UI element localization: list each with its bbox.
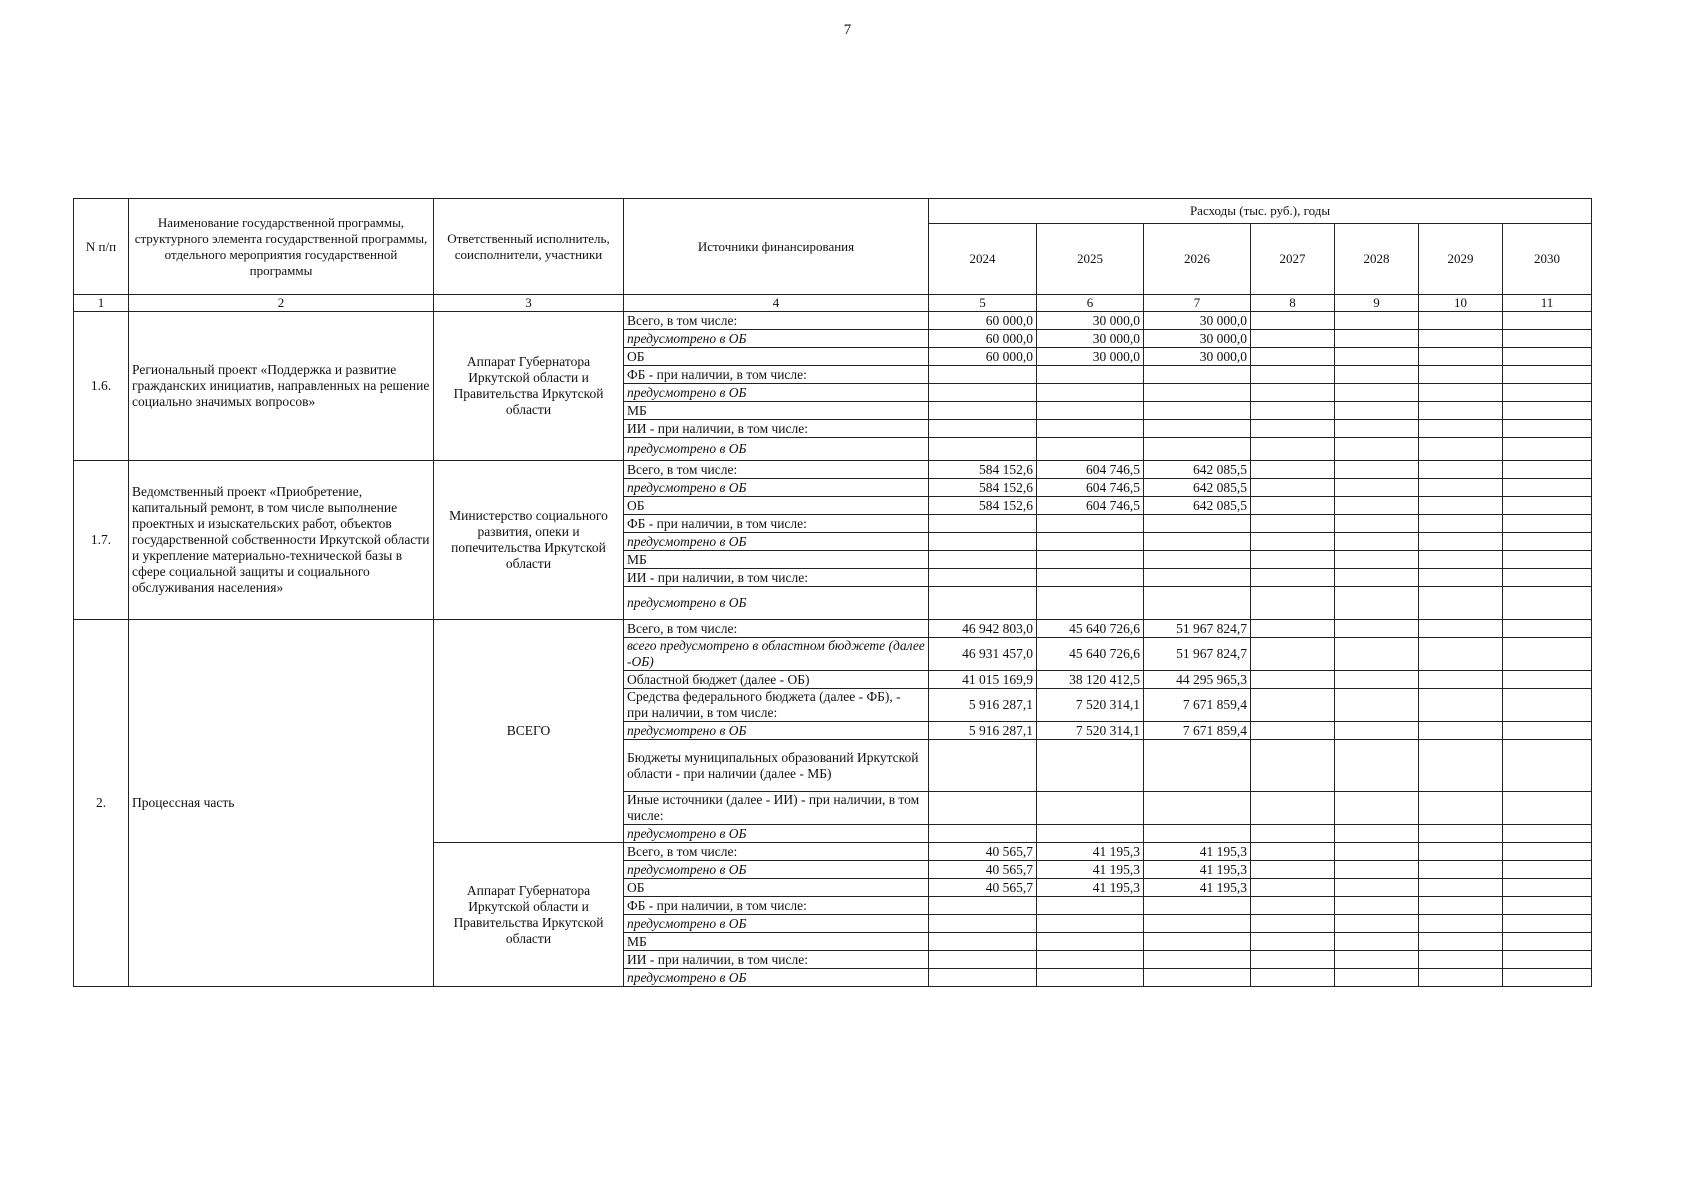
value-cell bbox=[1144, 551, 1251, 569]
empty-value-cell bbox=[1419, 638, 1503, 671]
empty-value-cell bbox=[1251, 740, 1335, 792]
value-cell: 40 565,7 bbox=[929, 843, 1037, 861]
empty-value-cell bbox=[1503, 951, 1592, 969]
empty-value-cell bbox=[1335, 461, 1419, 479]
table-row bbox=[74, 312, 1592, 330]
source-cell: ИИ - при наличии, в том числе: bbox=[624, 951, 929, 969]
empty-value-cell bbox=[1419, 479, 1503, 497]
value-cell bbox=[1144, 569, 1251, 587]
empty-value-cell bbox=[1335, 825, 1419, 843]
value-cell bbox=[1144, 515, 1251, 533]
empty-value-cell bbox=[1419, 366, 1503, 384]
empty-value-cell bbox=[1419, 587, 1503, 620]
value-cell: 40 565,7 bbox=[929, 879, 1037, 897]
empty-value-cell bbox=[1335, 479, 1419, 497]
empty-value-cell bbox=[1335, 533, 1419, 551]
empty-value-cell bbox=[1251, 366, 1335, 384]
empty-value-cell bbox=[1335, 933, 1419, 951]
source-cell: Всего, в том числе: bbox=[624, 620, 929, 638]
empty-value-cell bbox=[1335, 420, 1419, 438]
empty-value-cell bbox=[1335, 722, 1419, 740]
value-cell: 60 000,0 bbox=[929, 348, 1037, 366]
row-number: 1.6. bbox=[74, 312, 129, 461]
empty-value-cell bbox=[1419, 569, 1503, 587]
empty-value-cell bbox=[1335, 879, 1419, 897]
value-cell bbox=[1144, 825, 1251, 843]
budget-table bbox=[73, 198, 1592, 987]
value-cell: 44 295 965,3 bbox=[1144, 671, 1251, 689]
value-cell bbox=[929, 933, 1037, 951]
header-year: 2026 bbox=[1144, 224, 1251, 295]
source-cell: Всего, в том числе: bbox=[624, 461, 929, 479]
empty-value-cell bbox=[1251, 722, 1335, 740]
empty-value-cell bbox=[1251, 348, 1335, 366]
source-cell: ИИ - при наличии, в том числе: bbox=[624, 420, 929, 438]
col-number: 11 bbox=[1503, 295, 1592, 312]
value-cell bbox=[1144, 402, 1251, 420]
value-cell: 51 967 824,7 bbox=[1144, 638, 1251, 671]
col-number: 9 bbox=[1335, 295, 1419, 312]
empty-value-cell bbox=[1251, 497, 1335, 515]
header-year: 2028 bbox=[1335, 224, 1419, 295]
row-number: 1.7. bbox=[74, 461, 129, 620]
value-cell: 41 195,3 bbox=[1037, 861, 1144, 879]
empty-value-cell bbox=[1251, 825, 1335, 843]
source-cell: всего предусмотрено в областном бюджете (далее -ОБ) bbox=[624, 638, 929, 671]
value-cell: 30 000,0 bbox=[1037, 312, 1144, 330]
source-cell: Всего, в том числе: bbox=[624, 312, 929, 330]
value-cell: 45 640 726,6 bbox=[1037, 620, 1144, 638]
empty-value-cell bbox=[1251, 951, 1335, 969]
value-cell bbox=[1037, 792, 1144, 825]
value-cell bbox=[929, 402, 1037, 420]
value-cell: 60 000,0 bbox=[929, 312, 1037, 330]
empty-value-cell bbox=[1503, 312, 1592, 330]
empty-value-cell bbox=[1251, 879, 1335, 897]
value-cell bbox=[1144, 792, 1251, 825]
empty-value-cell bbox=[1419, 951, 1503, 969]
empty-value-cell bbox=[1251, 969, 1335, 987]
value-cell bbox=[929, 420, 1037, 438]
col-number: 3 bbox=[434, 295, 624, 312]
empty-value-cell bbox=[1251, 671, 1335, 689]
empty-value-cell bbox=[1419, 533, 1503, 551]
value-cell: 604 746,5 bbox=[1037, 497, 1144, 515]
program-name: Региональный проект «Поддержка и развитие гражданских инициатив, направленных на решение социально значимых вопросов» bbox=[129, 312, 434, 461]
empty-value-cell bbox=[1419, 825, 1503, 843]
source-cell: предусмотрено в ОБ bbox=[624, 722, 929, 740]
executor-name: Аппарат Губернатора Иркутской области и Правительства Иркутской области bbox=[434, 843, 624, 987]
value-cell: 41 195,3 bbox=[1037, 879, 1144, 897]
empty-value-cell bbox=[1503, 348, 1592, 366]
value-cell bbox=[1037, 515, 1144, 533]
empty-value-cell bbox=[1503, 420, 1592, 438]
executor-name: ВСЕГО bbox=[434, 620, 624, 843]
empty-value-cell bbox=[1503, 897, 1592, 915]
column-number-row bbox=[74, 295, 1592, 312]
header-num: N п/п bbox=[74, 199, 129, 295]
empty-value-cell bbox=[1503, 479, 1592, 497]
empty-value-cell bbox=[1335, 330, 1419, 348]
value-cell: 60 000,0 bbox=[929, 330, 1037, 348]
value-cell bbox=[929, 792, 1037, 825]
value-cell: 642 085,5 bbox=[1144, 461, 1251, 479]
source-cell: предусмотрено в ОБ bbox=[624, 384, 929, 402]
empty-value-cell bbox=[1419, 348, 1503, 366]
empty-value-cell bbox=[1419, 671, 1503, 689]
col-number: 7 bbox=[1144, 295, 1251, 312]
table-row bbox=[74, 620, 1592, 638]
empty-value-cell bbox=[1419, 402, 1503, 420]
empty-value-cell bbox=[1335, 497, 1419, 515]
empty-value-cell bbox=[1419, 740, 1503, 792]
table-row bbox=[74, 461, 1592, 479]
value-cell bbox=[929, 569, 1037, 587]
value-cell bbox=[929, 969, 1037, 987]
value-cell bbox=[929, 438, 1037, 461]
value-cell: 46 942 803,0 bbox=[929, 620, 1037, 638]
value-cell bbox=[929, 897, 1037, 915]
value-cell: 40 565,7 bbox=[929, 861, 1037, 879]
empty-value-cell bbox=[1251, 438, 1335, 461]
empty-value-cell bbox=[1503, 461, 1592, 479]
source-cell: предусмотрено в ОБ bbox=[624, 969, 929, 987]
empty-value-cell bbox=[1419, 461, 1503, 479]
empty-value-cell bbox=[1419, 497, 1503, 515]
col-number: 4 bbox=[624, 295, 929, 312]
empty-value-cell bbox=[1251, 330, 1335, 348]
empty-value-cell bbox=[1503, 330, 1592, 348]
source-cell: предусмотрено в ОБ bbox=[624, 438, 929, 461]
empty-value-cell bbox=[1335, 792, 1419, 825]
source-cell: Бюджеты муниципальных образований Иркутской области - при наличии (далее - МБ) bbox=[624, 740, 929, 792]
empty-value-cell bbox=[1503, 533, 1592, 551]
empty-value-cell bbox=[1419, 861, 1503, 879]
col-number: 2 bbox=[129, 295, 434, 312]
source-cell: ИИ - при наличии, в том числе: bbox=[624, 569, 929, 587]
value-cell bbox=[929, 551, 1037, 569]
header-year: 2030 bbox=[1503, 224, 1592, 295]
source-cell: ФБ - при наличии, в том числе: bbox=[624, 515, 929, 533]
empty-value-cell bbox=[1503, 620, 1592, 638]
header-sources: Источники финансирования bbox=[624, 199, 929, 295]
source-cell: ФБ - при наличии, в том числе: bbox=[624, 366, 929, 384]
value-cell bbox=[1037, 969, 1144, 987]
empty-value-cell bbox=[1335, 438, 1419, 461]
value-cell bbox=[1037, 740, 1144, 792]
empty-value-cell bbox=[1335, 366, 1419, 384]
empty-value-cell bbox=[1251, 861, 1335, 879]
empty-value-cell bbox=[1503, 722, 1592, 740]
empty-value-cell bbox=[1251, 620, 1335, 638]
value-cell bbox=[929, 366, 1037, 384]
value-cell: 41 195,3 bbox=[1037, 843, 1144, 861]
value-cell bbox=[1037, 933, 1144, 951]
header-executor: Ответственный исполнитель, соисполнители, участники bbox=[434, 199, 624, 295]
table-body bbox=[74, 312, 1592, 987]
empty-value-cell bbox=[1419, 330, 1503, 348]
page-number: 7 bbox=[843, 22, 852, 38]
empty-value-cell bbox=[1335, 969, 1419, 987]
empty-value-cell bbox=[1503, 879, 1592, 897]
value-cell: 30 000,0 bbox=[1037, 348, 1144, 366]
empty-value-cell bbox=[1251, 933, 1335, 951]
source-cell: предусмотрено в ОБ bbox=[624, 915, 929, 933]
empty-value-cell bbox=[1503, 515, 1592, 533]
value-cell bbox=[1037, 366, 1144, 384]
empty-value-cell bbox=[1251, 792, 1335, 825]
source-cell: МБ bbox=[624, 551, 929, 569]
empty-value-cell bbox=[1335, 951, 1419, 969]
empty-value-cell bbox=[1419, 722, 1503, 740]
source-cell: МБ bbox=[624, 402, 929, 420]
value-cell: 51 967 824,7 bbox=[1144, 620, 1251, 638]
empty-value-cell bbox=[1419, 515, 1503, 533]
empty-value-cell bbox=[1419, 969, 1503, 987]
empty-value-cell bbox=[1251, 587, 1335, 620]
value-cell: 642 085,5 bbox=[1144, 479, 1251, 497]
value-cell: 5 916 287,1 bbox=[929, 722, 1037, 740]
value-cell: 7 671 859,4 bbox=[1144, 689, 1251, 722]
empty-value-cell bbox=[1419, 879, 1503, 897]
empty-value-cell bbox=[1335, 638, 1419, 671]
empty-value-cell bbox=[1335, 897, 1419, 915]
value-cell bbox=[1037, 420, 1144, 438]
empty-value-cell bbox=[1251, 551, 1335, 569]
empty-value-cell bbox=[1335, 740, 1419, 792]
value-cell bbox=[929, 740, 1037, 792]
empty-value-cell bbox=[1251, 843, 1335, 861]
value-cell: 7 520 314,1 bbox=[1037, 689, 1144, 722]
empty-value-cell bbox=[1335, 671, 1419, 689]
empty-value-cell bbox=[1419, 384, 1503, 402]
source-cell: Средства федерального бюджета (далее - ФБ), - при наличии, в том числе: bbox=[624, 689, 929, 722]
col-number: 10 bbox=[1419, 295, 1503, 312]
empty-value-cell bbox=[1335, 569, 1419, 587]
empty-value-cell bbox=[1251, 461, 1335, 479]
empty-value-cell bbox=[1503, 792, 1592, 825]
empty-value-cell bbox=[1503, 438, 1592, 461]
value-cell: 45 640 726,6 bbox=[1037, 638, 1144, 671]
source-cell: предусмотрено в ОБ bbox=[624, 861, 929, 879]
value-cell: 38 120 412,5 bbox=[1037, 671, 1144, 689]
source-cell: ОБ bbox=[624, 497, 929, 515]
empty-value-cell bbox=[1251, 915, 1335, 933]
empty-value-cell bbox=[1251, 312, 1335, 330]
value-cell bbox=[1037, 551, 1144, 569]
empty-value-cell bbox=[1251, 533, 1335, 551]
col-number: 1 bbox=[74, 295, 129, 312]
header-year: 2027 bbox=[1251, 224, 1335, 295]
value-cell bbox=[1144, 533, 1251, 551]
empty-value-cell bbox=[1419, 915, 1503, 933]
source-cell: предусмотрено в ОБ bbox=[624, 587, 929, 620]
col-number: 8 bbox=[1251, 295, 1335, 312]
program-name: Процессная часть bbox=[129, 620, 434, 987]
value-cell: 41 195,3 bbox=[1144, 861, 1251, 879]
value-cell bbox=[1144, 420, 1251, 438]
empty-value-cell bbox=[1335, 348, 1419, 366]
empty-value-cell bbox=[1503, 569, 1592, 587]
value-cell bbox=[929, 951, 1037, 969]
value-cell bbox=[1144, 740, 1251, 792]
empty-value-cell bbox=[1251, 420, 1335, 438]
value-cell bbox=[929, 825, 1037, 843]
value-cell bbox=[929, 384, 1037, 402]
empty-value-cell bbox=[1335, 689, 1419, 722]
empty-value-cell bbox=[1335, 515, 1419, 533]
source-cell: ОБ bbox=[624, 348, 929, 366]
source-cell: предусмотрено в ОБ bbox=[624, 533, 929, 551]
source-cell: Всего, в том числе: bbox=[624, 843, 929, 861]
empty-value-cell bbox=[1251, 569, 1335, 587]
header-year: 2029 bbox=[1419, 224, 1503, 295]
value-cell: 30 000,0 bbox=[1144, 348, 1251, 366]
value-cell bbox=[929, 515, 1037, 533]
source-cell: предусмотрено в ОБ bbox=[624, 330, 929, 348]
empty-value-cell bbox=[1503, 384, 1592, 402]
empty-value-cell bbox=[1335, 402, 1419, 420]
value-cell: 604 746,5 bbox=[1037, 479, 1144, 497]
empty-value-cell bbox=[1335, 384, 1419, 402]
source-cell: предусмотрено в ОБ bbox=[624, 825, 929, 843]
header-expenses: Расходы (тыс. руб.), годы bbox=[929, 199, 1592, 224]
value-cell bbox=[929, 587, 1037, 620]
executor-name: Аппарат Губернатора Иркутской области и Правительства Иркутской области bbox=[434, 312, 624, 461]
empty-value-cell bbox=[1503, 587, 1592, 620]
empty-value-cell bbox=[1419, 792, 1503, 825]
empty-value-cell bbox=[1503, 497, 1592, 515]
empty-value-cell bbox=[1335, 587, 1419, 620]
value-cell bbox=[1037, 533, 1144, 551]
value-cell: 584 152,6 bbox=[929, 461, 1037, 479]
empty-value-cell bbox=[1503, 843, 1592, 861]
empty-value-cell bbox=[1419, 551, 1503, 569]
value-cell: 30 000,0 bbox=[1144, 330, 1251, 348]
empty-value-cell bbox=[1251, 638, 1335, 671]
value-cell bbox=[1144, 951, 1251, 969]
empty-value-cell bbox=[1503, 969, 1592, 987]
value-cell bbox=[929, 533, 1037, 551]
empty-value-cell bbox=[1419, 933, 1503, 951]
value-cell: 41 015 169,9 bbox=[929, 671, 1037, 689]
source-cell: Областной бюджет (далее - ОБ) bbox=[624, 671, 929, 689]
value-cell bbox=[1144, 384, 1251, 402]
empty-value-cell bbox=[1251, 515, 1335, 533]
empty-value-cell bbox=[1335, 312, 1419, 330]
empty-value-cell bbox=[1503, 861, 1592, 879]
empty-value-cell bbox=[1419, 689, 1503, 722]
empty-value-cell bbox=[1251, 384, 1335, 402]
value-cell bbox=[929, 915, 1037, 933]
empty-value-cell bbox=[1503, 402, 1592, 420]
header-row-1 bbox=[74, 199, 1592, 224]
empty-value-cell bbox=[1419, 420, 1503, 438]
value-cell bbox=[1037, 384, 1144, 402]
value-cell bbox=[1144, 915, 1251, 933]
value-cell: 584 152,6 bbox=[929, 497, 1037, 515]
empty-value-cell bbox=[1335, 861, 1419, 879]
value-cell bbox=[1037, 569, 1144, 587]
value-cell: 5 916 287,1 bbox=[929, 689, 1037, 722]
empty-value-cell bbox=[1419, 897, 1503, 915]
value-cell bbox=[1037, 897, 1144, 915]
empty-value-cell bbox=[1251, 689, 1335, 722]
source-cell: МБ bbox=[624, 933, 929, 951]
executor-name: Министерство социального развития, опеки и попечительства Иркутской области bbox=[434, 461, 624, 620]
empty-value-cell bbox=[1503, 671, 1592, 689]
value-cell bbox=[1037, 587, 1144, 620]
empty-value-cell bbox=[1503, 825, 1592, 843]
empty-value-cell bbox=[1503, 689, 1592, 722]
value-cell: 30 000,0 bbox=[1037, 330, 1144, 348]
header-year: 2024 bbox=[929, 224, 1037, 295]
value-cell bbox=[1037, 438, 1144, 461]
value-cell bbox=[1144, 897, 1251, 915]
value-cell: 46 931 457,0 bbox=[929, 638, 1037, 671]
empty-value-cell bbox=[1503, 366, 1592, 384]
header-program-name: Наименование государственной программы, структурного элемента государственной программы, отдельного мероприятия государственной программы bbox=[129, 199, 434, 295]
header-year: 2025 bbox=[1037, 224, 1144, 295]
empty-value-cell bbox=[1419, 620, 1503, 638]
value-cell bbox=[1144, 366, 1251, 384]
empty-value-cell bbox=[1419, 438, 1503, 461]
empty-value-cell bbox=[1419, 312, 1503, 330]
empty-value-cell bbox=[1335, 915, 1419, 933]
value-cell bbox=[1144, 969, 1251, 987]
empty-value-cell bbox=[1503, 933, 1592, 951]
value-cell: 41 195,3 bbox=[1144, 843, 1251, 861]
empty-value-cell bbox=[1503, 638, 1592, 671]
source-cell: ОБ bbox=[624, 879, 929, 897]
source-cell: предусмотрено в ОБ bbox=[624, 479, 929, 497]
value-cell: 41 195,3 bbox=[1144, 879, 1251, 897]
empty-value-cell bbox=[1251, 479, 1335, 497]
empty-value-cell bbox=[1335, 551, 1419, 569]
source-cell: Иные источники (далее - ИИ) - при наличии, в том числе: bbox=[624, 792, 929, 825]
program-name: Ведомственный проект «Приобретение, капитальный ремонт, в том числе выполнение проектных и изыскательских работ, объектов государственной собственности Иркутской области и укрепление материально-технической базы в сфере социальной защиты и социального обслуживания населения» bbox=[129, 461, 434, 620]
value-cell bbox=[1037, 951, 1144, 969]
row-number: 2. bbox=[74, 620, 129, 987]
value-cell: 30 000,0 bbox=[1144, 312, 1251, 330]
value-cell: 642 085,5 bbox=[1144, 497, 1251, 515]
empty-value-cell bbox=[1503, 915, 1592, 933]
value-cell bbox=[1037, 825, 1144, 843]
col-number: 5 bbox=[929, 295, 1037, 312]
value-cell bbox=[1037, 402, 1144, 420]
value-cell bbox=[1144, 587, 1251, 620]
value-cell bbox=[1144, 438, 1251, 461]
empty-value-cell bbox=[1503, 551, 1592, 569]
value-cell bbox=[1037, 915, 1144, 933]
value-cell: 7 671 859,4 bbox=[1144, 722, 1251, 740]
empty-value-cell bbox=[1335, 843, 1419, 861]
value-cell: 584 152,6 bbox=[929, 479, 1037, 497]
value-cell: 7 520 314,1 bbox=[1037, 722, 1144, 740]
empty-value-cell bbox=[1335, 620, 1419, 638]
empty-value-cell bbox=[1251, 897, 1335, 915]
source-cell: ФБ - при наличии, в том числе: bbox=[624, 897, 929, 915]
empty-value-cell bbox=[1503, 740, 1592, 792]
empty-value-cell bbox=[1419, 843, 1503, 861]
col-number: 6 bbox=[1037, 295, 1144, 312]
value-cell bbox=[1144, 933, 1251, 951]
value-cell: 604 746,5 bbox=[1037, 461, 1144, 479]
empty-value-cell bbox=[1251, 402, 1335, 420]
